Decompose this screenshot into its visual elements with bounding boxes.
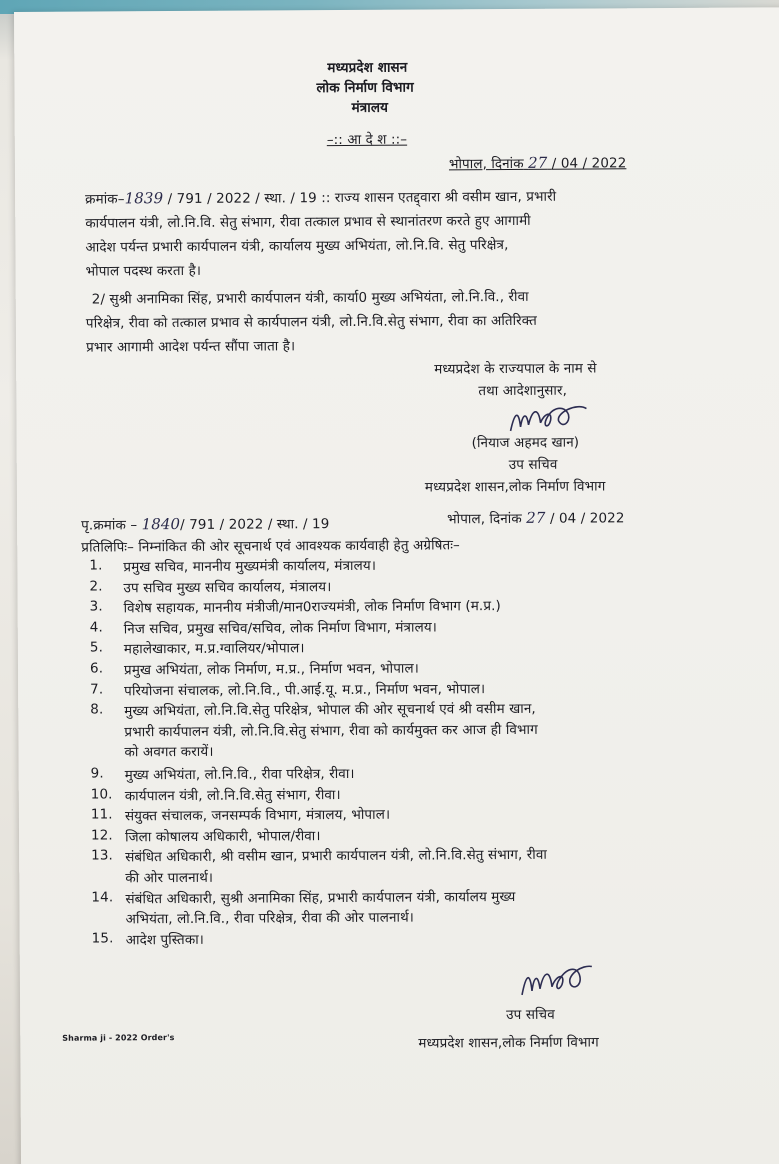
copy-kramank-suffix: / 791 / 2022 / स्था. / 19 xyxy=(180,516,330,533)
copy-item-text: आदेश पुस्तिका। xyxy=(125,931,205,949)
copy-item-text: उप सचिव मुख्य सचिव कार्यालय, मंत्रालय। xyxy=(123,578,332,596)
signature-2 xyxy=(516,960,596,1002)
header-ministry: मंत्रालय xyxy=(351,99,389,116)
copy-item-text: संयुक्त संचालक, जनसम्पर्क विभाग, मंत्रालय, भोपाल। xyxy=(124,806,391,825)
kramank-suffix: / 791 / 2022 / स्था. / 19 :: राज्य शासन एतद्द्वारा श्री वसीम खान, प्रभारी xyxy=(167,188,557,208)
copy-item-text: निज सचिव, प्रमुख सचिव/सचिव, लोक निर्माण विभाग, मंत्रालय। xyxy=(123,619,438,638)
para2-line3: प्रभार आगामी आदेश पर्यन्त सौंपा जाता है। xyxy=(86,338,296,356)
para1-line2: कार्यपालन यंत्री, लो.नि.वि. सेतु संभाग, रीवा तत्काल प्रभाव से स्थानांतरण करते हुए आगामी xyxy=(85,212,531,232)
copy-item-number: 6. xyxy=(89,660,104,677)
governor-line1: मध्यप्रदेश के राज्यपाल के नाम से xyxy=(434,360,597,378)
copy-item-text: संबंधित अधिकारी, सुश्री अनामिका सिंह, प्रभारी कार्यपालन यंत्री, कार्यालय मुख्य xyxy=(125,888,516,907)
copy-item-number: 3. xyxy=(89,598,103,615)
para1-line4: भोपाल पदस्थ करता है। xyxy=(85,262,202,280)
copy-item-text: परियोजना संचालक, लो.नि.वि., पी.आई.यू. म.प्र., निर्माण भवन, भोपाल। xyxy=(124,680,486,699)
copy-item-number: 10. xyxy=(90,786,113,803)
copy-item-text: मुख्य अभियंता, लो.नि.वि.सेतु परिक्षेत्र, भोपाल की ओर सूचनार्थ एवं श्री वसीम खान, xyxy=(124,701,536,720)
copy-item-number: 12. xyxy=(90,827,113,844)
order-date xyxy=(449,153,627,172)
copy-item-text: मुख्य अभियंता, लो.नि.वि., रीवा परिक्षेत्र, रीवा। xyxy=(124,765,355,784)
copy-item-text: प्रभारी कार्यपालन यंत्री, लो.नि.वि.सेतु संभाग, रीवा को कार्यमुक्त कर आज ही विभाग xyxy=(124,721,538,741)
copy-signatory-department: मध्यप्रदेश शासन,लोक निर्माण विभाग xyxy=(418,1034,599,1052)
para2-line2: परिक्षेत्र, रीवा को तत्काल प्रभाव से कार्यपालन यंत्री, लो.नि.वि.सेतु संभाग, रीवा का अतिरिक्त xyxy=(85,312,537,332)
copy-item-number: 11. xyxy=(90,806,113,823)
copy-date-suffix: / 04 / 2022 xyxy=(549,510,625,527)
copy-item-text: की ओर पालनार्थ। xyxy=(125,869,214,887)
header-department: लोक निर्माण विभाग xyxy=(316,79,414,97)
signatory-department: मध्यप्रदेश शासन,लोक निर्माण विभाग xyxy=(424,478,606,496)
order-kramank-line xyxy=(85,187,556,208)
copy-kramank-prefix: पृ.क्रमांक – xyxy=(81,517,138,534)
copy-item-text: प्रमुख अभियंता, लोक निर्माण, म.प्र., निर्माण भवन, भोपाल। xyxy=(123,660,420,679)
order-title: –:: आ दे श ::– xyxy=(326,131,408,149)
copy-item-text: को अवगत करायें। xyxy=(124,744,214,761)
copy-kramank-line xyxy=(81,514,329,534)
copy-date-prefix: भोपाल, दिनांक xyxy=(447,510,522,528)
copy-item-number: 14. xyxy=(91,889,114,906)
copy-item-text: अभियंता, लो.नि.वि., रीवा परिक्षेत्र, रीवा की ओर पालनार्थ। xyxy=(125,909,415,928)
copy-item-number: 8. xyxy=(90,701,104,718)
copy-item-text: विशेष सहायक, माननीय मंत्रीजी/मान0राज्यमंत्री, लोक निर्माण विभाग (म.प्र.) xyxy=(123,598,501,617)
copy-item-text: जिला कोषालय अधिकारी, भोपाल/रीवा। xyxy=(124,827,321,846)
signatory-name: (नियाज अहमद खान) xyxy=(471,434,580,452)
copy-kramank-handwritten: 1840 xyxy=(141,514,181,534)
kramank-prefix: क्रमांक– xyxy=(85,191,125,208)
order-document xyxy=(14,7,779,1164)
copy-item-text: प्रमुख सचिव, माननीय मुख्यमंत्री कार्यालय, मंत्रालय। xyxy=(123,557,377,576)
date-handwritten: 27 xyxy=(528,153,548,172)
governor-line2: तथा आदेशानुसार, xyxy=(478,382,568,400)
signatory-title: उप सचिव xyxy=(508,456,558,473)
header-govt: मध्यप्रदेश शासन xyxy=(327,59,408,77)
copy-item-number: 5. xyxy=(89,639,104,656)
para1-line3: आदेश पर्यन्त प्रभारी कार्यपालन यंत्री, कार्यालय मुख्य अभियंता, लो.नि.वि. सेतु परिक्षेत्र, xyxy=(85,236,509,256)
copy-intro: प्रतिलिपिः– निम्नांकित की ओर सूचनार्थ एवं आवश्यक कार्यवाही हेतु अग्रेषितः– xyxy=(81,537,460,556)
copy-item-number: 13. xyxy=(91,847,113,864)
copy-item-number: 15. xyxy=(91,930,114,947)
copy-item-number: 4. xyxy=(89,619,103,636)
copy-signatory-title: उप सचिव xyxy=(506,1006,555,1024)
footer-note: Sharma ji - 2022 Order's xyxy=(62,1033,175,1043)
para2-line1: 2/ सुश्री अनामिका सिंह, प्रभारी कार्यपालन यंत्री, कार्या0 मुख्य अभियंता, लो.नि.वि., रीवा xyxy=(91,288,529,308)
copy-item-number: 9. xyxy=(90,765,104,782)
copy-item-number: 2. xyxy=(89,578,103,595)
copy-item-number: 1. xyxy=(89,557,103,574)
copy-item-text: संबंधित अधिकारी, श्री वसीम खान, प्रभारी कार्यपालन यंत्री, लो.नि.वि.सेतु संभाग, रीवा xyxy=(125,847,548,866)
date-suffix: / 04 / 2022 xyxy=(551,155,627,172)
date-prefix: भोपाल, दिनांक xyxy=(448,155,524,173)
copy-date-handwritten: 27 xyxy=(526,508,546,527)
kramank-handwritten: 1839 xyxy=(124,189,164,208)
copy-item-text: महालेखाकार, म.प्र.ग्वालियर/भोपाल। xyxy=(123,640,305,658)
copy-item-text: कार्यपालन यंत्री, लो.नि.वि.सेतु संभाग, रीवा। xyxy=(124,786,341,804)
copy-item-number: 7. xyxy=(90,681,104,698)
copy-date xyxy=(447,508,625,527)
